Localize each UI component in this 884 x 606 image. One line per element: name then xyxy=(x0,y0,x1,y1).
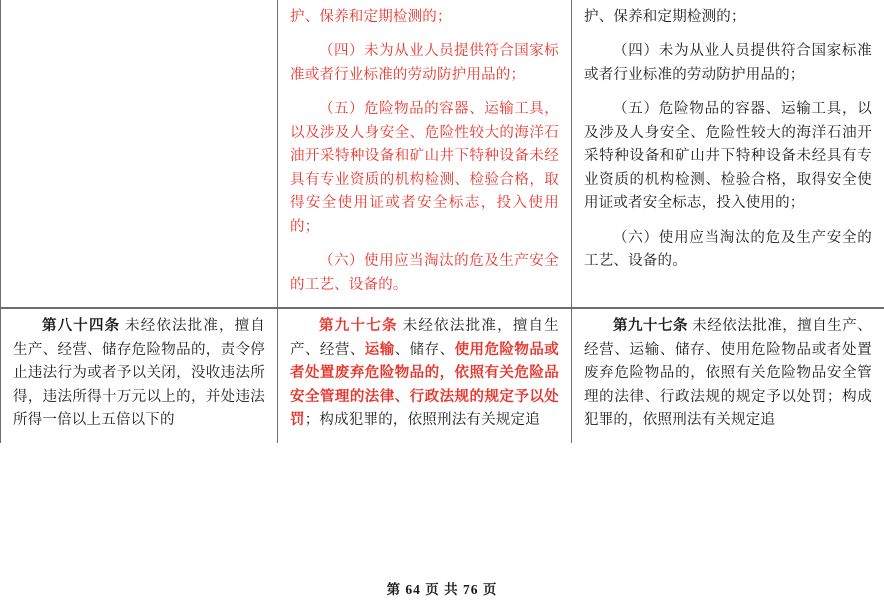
paragraph: （五）危险物品的容器、运输工具，以及涉及人身安全、危险性较大的海洋石油开采特种设备和矿山井下特种设备未经具有专业资质的机构检测、检验合格，取得安全使用证或者安全标志，投入使用的； xyxy=(290,101,559,235)
table-cell-middle-article xyxy=(278,308,572,442)
table-cell-left-blank xyxy=(1,0,278,308)
article-number: 第九十七条 xyxy=(613,318,689,335)
article-body: 未经依法批准，擅自生产、经营、运输、储存、使用危险物品或者处置废弃危险物品的，依照有关危险物品安全管理的法律、行政法规的规定予以处罚；构成犯罪的，依照刑法有关规定追 xyxy=(584,318,873,429)
paragraph: （六）使用应当淘汰的危及生产安全的工艺、设备的。 xyxy=(584,229,872,270)
article-number: 第八十四条 xyxy=(42,318,121,335)
paragraph: 护、保养和定期检测的； xyxy=(584,9,746,25)
table-cell-right-article xyxy=(572,308,884,442)
table-row xyxy=(1,308,884,442)
article-body-segment: 使用危险物品或者处置废弃危险物品的， xyxy=(290,341,560,382)
paragraph xyxy=(584,315,872,432)
paragraph: （五）危险物品的容器、运输工具，以及涉及人身安全、危险性较大的海洋石油开采特种设备和矿山井下特种设备未经具有专业资质的机构检测、检验合格，取得安全使用证或者安全标志，投入使用的； xyxy=(584,101,872,212)
article-number: 第九十七条 xyxy=(319,318,398,335)
paragraph xyxy=(13,315,265,432)
table-cell-middle-continuation xyxy=(278,0,572,308)
paragraph: （四）未为从业人员提供符合国家标准或者行业标准的劳动防护用品的； xyxy=(584,43,872,83)
paragraph: （四）未为从业人员提供符合国家标准或者行业标准的劳动防护用品的； xyxy=(290,43,559,83)
paragraph: （六）使用应当淘汰的危及生产安全的工艺、设备的。 xyxy=(290,253,559,293)
table-cell-left-article xyxy=(1,308,278,442)
article-body-segment: 未经依法批准，擅自生产、经营、 xyxy=(290,318,560,358)
paragraph xyxy=(290,315,559,432)
article-body-segment: 依照有关危险品安全管理的法律、行政法规的规定予以处罚 xyxy=(290,365,559,429)
page-footer: 第 64 页 共 76 页 xyxy=(386,582,498,597)
article-body-segment: 、储存、 xyxy=(394,341,455,358)
article-body-segment: ；构成犯罪的，依照刑法有关规定追 xyxy=(304,412,540,429)
table-row xyxy=(1,0,884,308)
article-body-segment: 运输 xyxy=(364,341,395,358)
article-body: 未经依法批准，擅自生产、经营、储存危险物品的，责令停止违法行为或者予以关闭，没收违法所得，违法所得十万元以上的，并处违法所得一倍以上五倍以下的 xyxy=(13,318,266,429)
table-cell-right-continuation xyxy=(572,0,884,308)
paragraph: 护、保养和定期检测的； xyxy=(290,9,452,25)
